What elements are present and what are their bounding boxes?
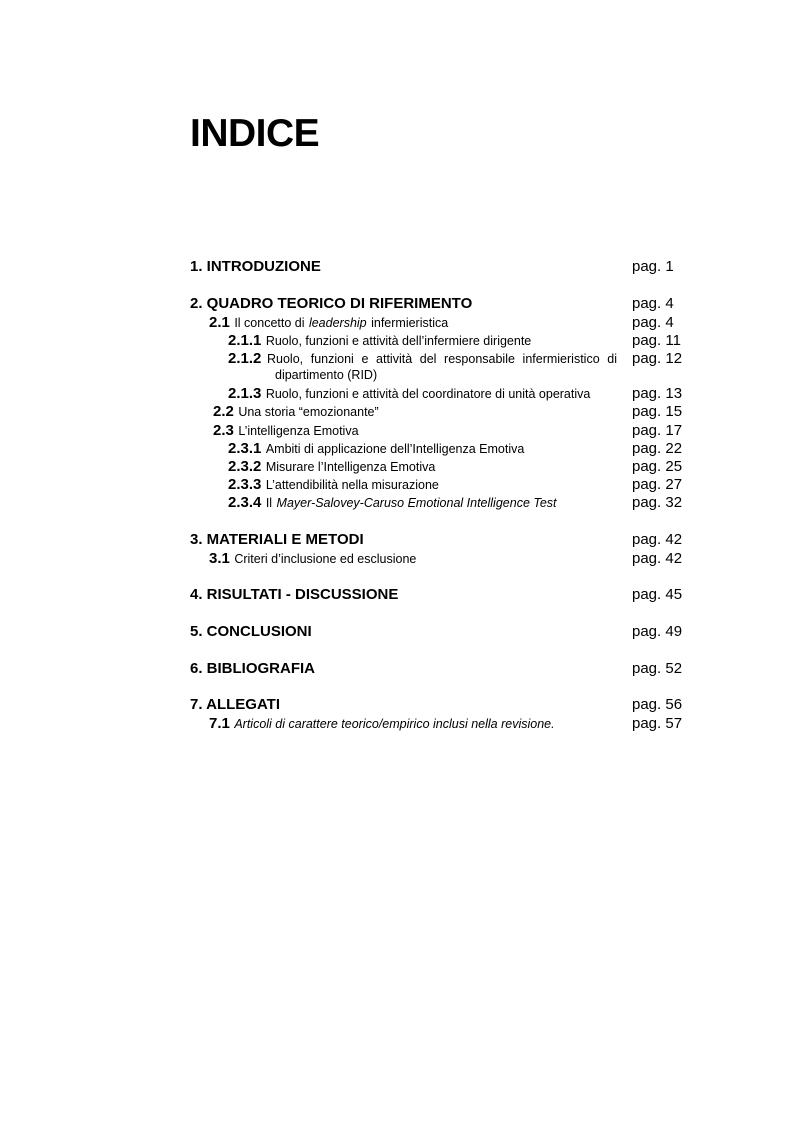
page-number: pag. 27 [632,476,683,493]
section-number: 2.2 [213,403,234,420]
section-text: infermieristica [371,316,449,330]
page-number: pag. 22 [632,440,683,457]
section-text: Criteri d’inclusione ed esclusione [234,552,417,566]
section-text-continuation: dipartimento (RID) [275,368,378,382]
page-number: pag. 4 [632,314,674,331]
section-text: Ruolo, funzioni e attività del responsabile infermieristico di [267,352,617,366]
chapter-title: 2. QUADRO TEORICO DI RIFERIMENTO [190,295,473,312]
page-number: pag. 11 [632,332,681,349]
section-text-italic: Articoli di carattere teorico/empirico inclusi nella revisione. [234,717,555,731]
chapter-title: 1. INTRODUZIONE [190,258,321,275]
page-number: pag. 52 [632,660,683,677]
section-number: 2.3.1 [228,440,262,457]
chapter-title: 3. MATERIALI E METODI [190,531,364,548]
page-number: pag. 56 [632,696,683,713]
section-text-italic: Mayer-Salovey-Caruso Emotional Intelligence Test [276,496,557,510]
section-number [228,350,261,368]
section-text: Il concetto di [234,316,305,330]
section-number: 2.1.1 [228,332,262,349]
section-number: 2.3.2 [228,458,262,475]
chapter-title: 4. RISULTATI - DISCUSSIONE [190,586,399,603]
section-text: Ruolo, funzioni e attività dell’infermiere dirigente [265,334,532,348]
page-number: pag. 13 [632,385,683,402]
section-text: Il [265,496,273,510]
page-number: pag. 49 [632,623,683,640]
section-number: 3.1 [209,550,230,567]
chapter-title: 5. CONCLUSIONI [190,623,312,640]
section-number: 2.1 [209,314,230,331]
section-number: 2.3.3 [228,476,262,493]
section-number: 2.3.4 [228,494,262,511]
page-number: pag. 32 [632,494,683,511]
section-label [228,385,590,403]
page-number: pag. 1 [632,258,674,275]
section-text: Una storia “emozionante” [238,405,379,419]
chapter-title: 6. BIBLIOGRAFIA [190,660,316,677]
section-label [228,476,439,494]
page-number: pag. 12 [632,350,683,367]
section-text: Ambiti di applicazione dell’Intelligenza Emotiva [265,442,525,456]
section-label [213,403,379,421]
chapter-title: 7. ALLEGATI [190,696,280,713]
section-text: Misurare l’Intelligenza Emotiva [265,460,436,474]
section-number: 2.3 [213,422,234,439]
section-label [209,715,555,733]
page-number: pag. 15 [632,403,683,420]
page-number: pag. 57 [632,715,683,732]
page-number: pag. 42 [632,531,683,548]
section-number: 7.1 [209,715,230,732]
section-label [209,550,416,568]
section-label [228,458,435,476]
page-number: pag. 25 [632,458,683,475]
section-label [228,440,524,458]
page-number: pag. 17 [632,422,683,439]
page-number: pag. 42 [632,550,683,567]
section-number-text: 2.1.2 [228,350,262,367]
section-number: 2.1.3 [228,385,262,402]
section-label [228,332,531,350]
page-title: INDICE [190,112,320,155]
section-label [228,494,557,512]
section-text: L’attendibilità nella misurazione [265,478,439,492]
page-number: pag. 4 [632,295,674,312]
page-number: pag. 45 [632,586,683,603]
section-text: Ruolo, funzioni e attività del coordinatore di unità operativa [265,387,591,401]
section-text: L’intelligenza Emotiva [238,424,359,438]
section-text-italic: leadership [308,316,367,330]
section-label [209,314,448,332]
section-label [213,422,359,440]
